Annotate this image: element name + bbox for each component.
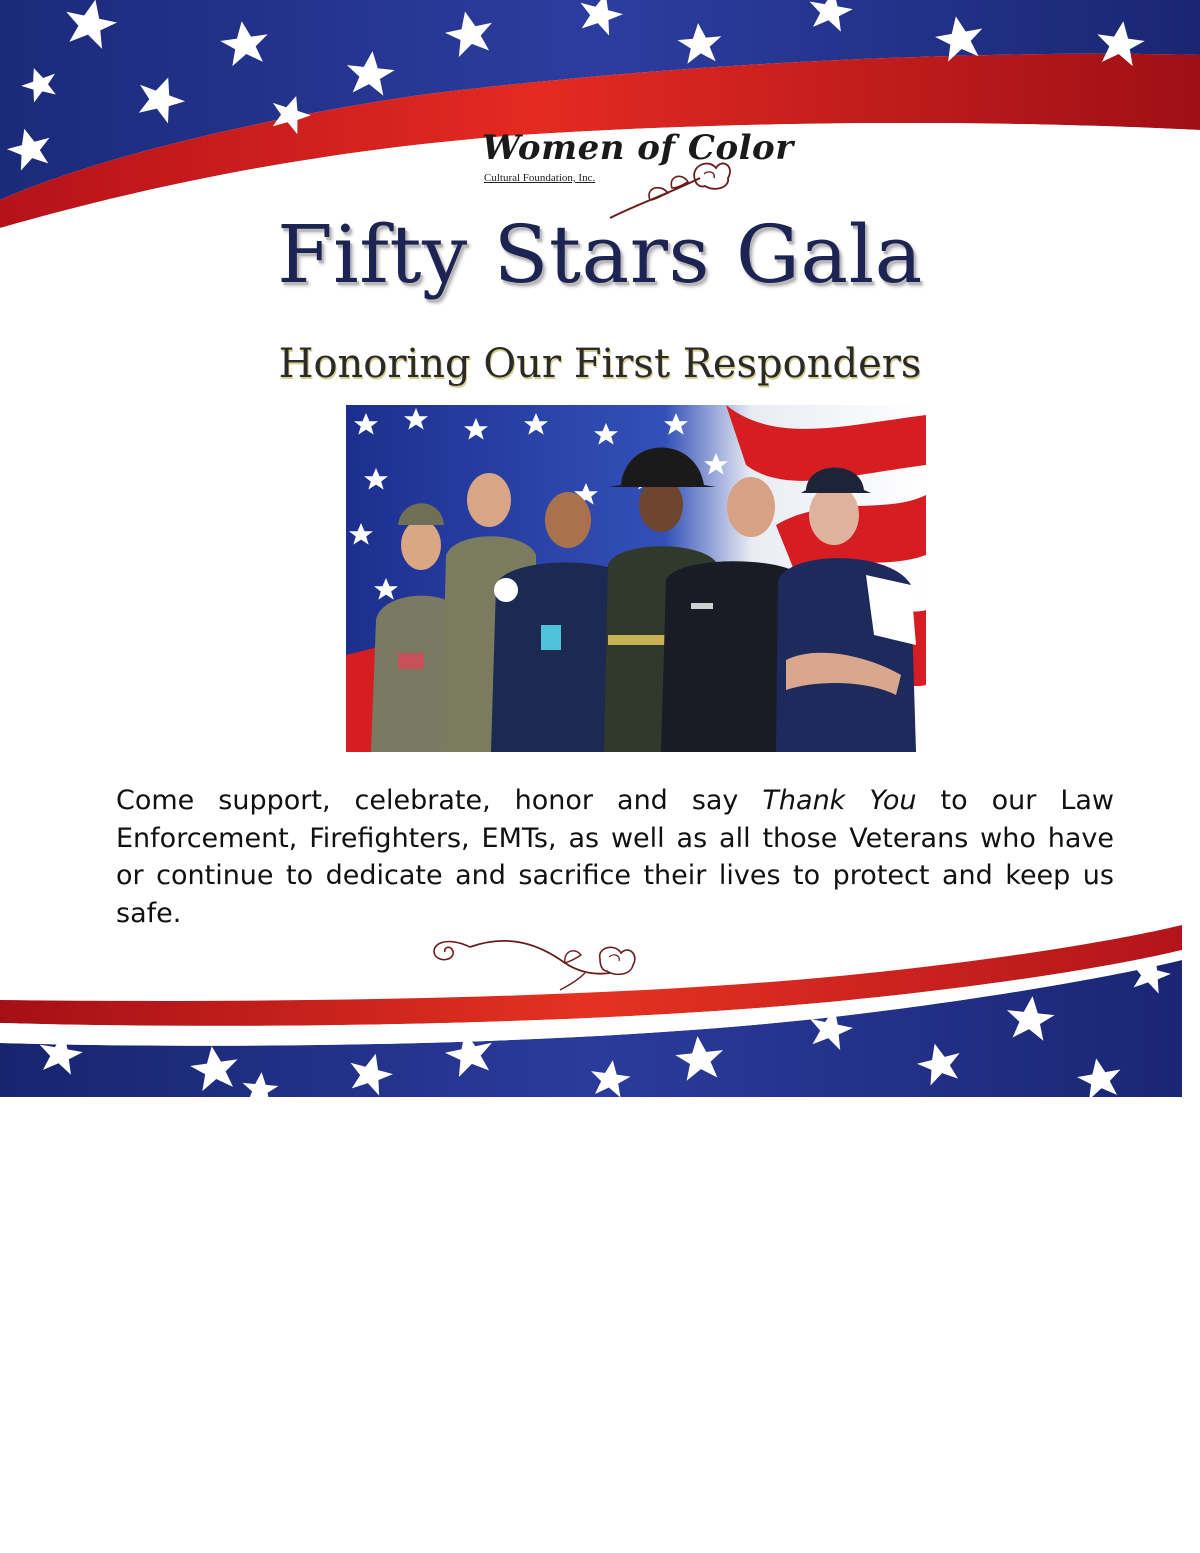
event-subtitle: Honoring Our First Responders: [278, 341, 922, 387]
logo-title: Women of Color: [482, 128, 794, 168]
rose-flourish-icon: [425, 915, 645, 995]
logo-subtitle: Cultural Foundation, Inc.: [484, 172, 596, 184]
event-title: Fifty Stars Gala: [277, 208, 923, 301]
invitation-lead: Come support, celebrate, honor and say: [116, 785, 763, 816]
invitation-rest: to our Law Enforcement, Firefighters, EMTs, as well as all those Veterans who have or continue to dedicate and sacrifice their lives to protect and keep us safe.: [116, 785, 1114, 929]
first-responders-photo: [346, 405, 926, 752]
thank-you-emphasis: Thank You: [762, 785, 917, 816]
